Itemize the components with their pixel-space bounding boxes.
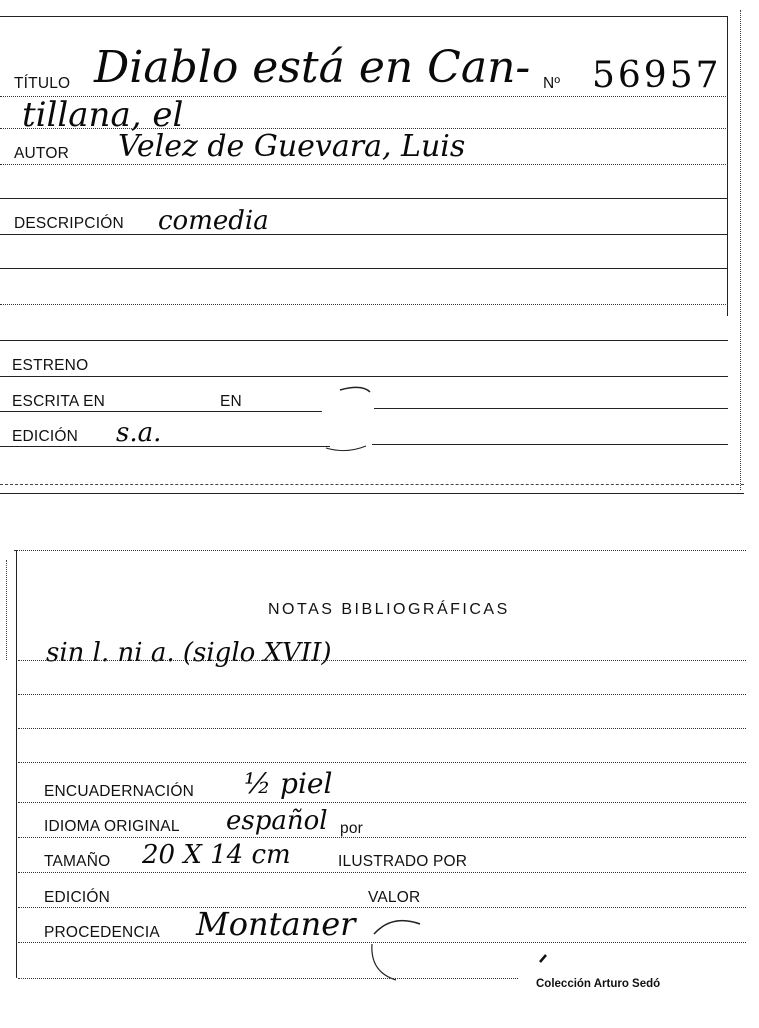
procedencia-value: Montaner bbox=[196, 905, 356, 943]
ink-dot-mark bbox=[538, 952, 550, 964]
tamano-line bbox=[18, 872, 746, 873]
descripcion-value: comedia bbox=[158, 206, 269, 236]
edicion-line bbox=[0, 446, 330, 447]
encuadernacion-label: ENCUADERNACIÓN bbox=[44, 783, 195, 800]
descripcion-line-2 bbox=[0, 268, 728, 269]
titulo-value-line2: tillana, el bbox=[22, 95, 184, 135]
encuadernacion-value: ½ piel bbox=[244, 767, 333, 800]
card-bottom-border bbox=[0, 493, 744, 494]
titulo-label: TÍTULO bbox=[14, 75, 71, 92]
titulo-value-line1: Diablo está en Can- bbox=[94, 42, 531, 93]
en-label: EN bbox=[220, 393, 242, 410]
por-label: por bbox=[340, 820, 364, 837]
back-left-border bbox=[16, 550, 17, 978]
notas-line-4 bbox=[18, 762, 746, 763]
edicion-value: s.a. bbox=[116, 418, 162, 448]
edicion-line-back bbox=[18, 907, 746, 908]
estreno-label: ESTRENO bbox=[12, 357, 89, 374]
procedencia-label: PROCEDENCIA bbox=[44, 924, 160, 941]
escrita-en-label: ESCRITA EN bbox=[12, 393, 106, 410]
autor-label: AUTOR bbox=[14, 145, 69, 162]
notas-value: sin l. ni a. (siglo XVII) bbox=[46, 638, 332, 668]
descripcion-line-3 bbox=[0, 304, 728, 305]
tamano-label: TAMAÑO bbox=[44, 853, 111, 870]
descripcion-line-4 bbox=[0, 340, 728, 341]
idioma-line bbox=[18, 837, 746, 838]
edicion-label: EDICIÓN bbox=[12, 428, 78, 445]
edicion-line-right bbox=[372, 444, 728, 445]
estreno-line bbox=[0, 376, 728, 377]
encuadernacion-line bbox=[18, 802, 746, 803]
autor-value: Velez de Guevara, Luis bbox=[118, 129, 466, 164]
idioma-value: español bbox=[226, 806, 328, 836]
numero-value: 56957 bbox=[592, 55, 722, 96]
autor-line-2 bbox=[0, 198, 728, 199]
ilustrado-label: ILUSTRADO POR bbox=[338, 853, 468, 870]
punch-hole-mark-back bbox=[362, 914, 432, 984]
card-right-border bbox=[727, 16, 728, 316]
collection-credit: Colección Arturo Sedó bbox=[536, 978, 661, 990]
card-bottom-dashed bbox=[0, 484, 744, 485]
descripcion-line bbox=[0, 234, 728, 235]
card-top-border bbox=[0, 16, 728, 17]
notas-line-2 bbox=[18, 694, 746, 695]
descripcion-label: DESCRIPCIÓN bbox=[14, 215, 124, 232]
catalog-card-front bbox=[0, 0, 759, 500]
autor-line bbox=[0, 164, 728, 165]
idioma-label: IDIOMA ORIGINAL bbox=[44, 818, 180, 835]
valor-label: VALOR bbox=[368, 889, 421, 906]
back-bottom-border bbox=[18, 978, 518, 979]
notas-title: NOTAS BIBLIOGRÁFICAS bbox=[268, 601, 510, 618]
notas-line-1 bbox=[18, 660, 746, 661]
back-top-border bbox=[14, 550, 746, 551]
punch-hole-mark bbox=[322, 384, 382, 454]
escrita-line bbox=[0, 411, 322, 412]
back-left-edge bbox=[6, 560, 7, 660]
back-edicion-label: EDICIÓN bbox=[44, 889, 110, 906]
card-right-edge bbox=[740, 10, 741, 490]
numero-label: Nº bbox=[543, 75, 561, 92]
escrita-line-right bbox=[374, 408, 728, 409]
catalog-card-back bbox=[0, 540, 759, 1028]
notas-line-3 bbox=[18, 728, 746, 729]
tamano-value: 20 X 14 cm bbox=[142, 840, 291, 870]
